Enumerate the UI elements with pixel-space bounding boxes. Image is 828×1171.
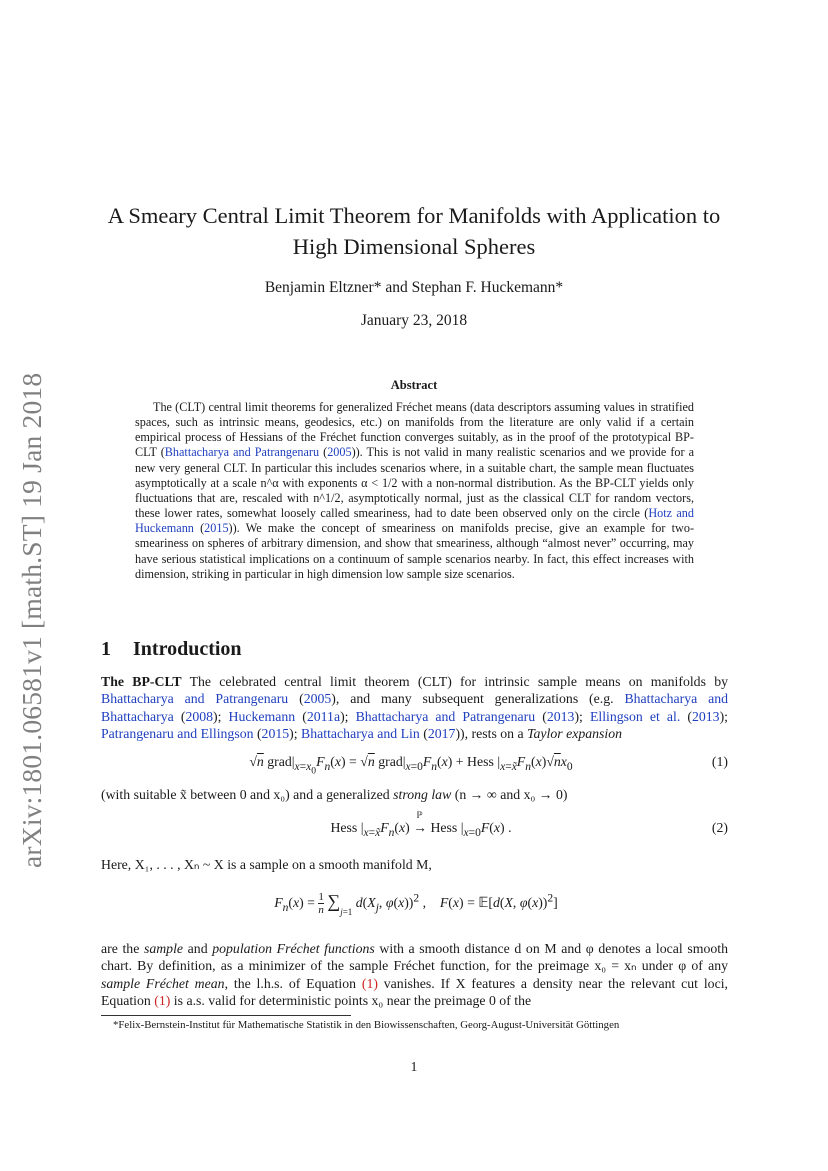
citation-year-link[interactable]: 2015 <box>204 521 229 536</box>
equation-reference-link[interactable]: (1) <box>361 975 378 991</box>
citation-year-link[interactable]: 2015 <box>261 726 290 742</box>
equation-number: (2) <box>711 820 728 835</box>
section-number: 1 <box>101 638 111 660</box>
citation-link[interactable]: Bhattacharya and Patrangenaru <box>355 708 536 724</box>
citation-year-link[interactable]: 2005 <box>327 445 352 460</box>
paragraph-lead: The BP-CLT <box>101 674 182 689</box>
citation-link[interactable]: Bhattacharya and Bhattacharya <box>101 691 728 724</box>
equation-reference-link[interactable]: (1) <box>154 993 171 1009</box>
body-paragraph: Here, X₁, . . . , Xₙ ~ X is a sample on a smooth manifold M, <box>101 857 432 872</box>
citation-link[interactable]: Patrangenaru and Ellingson <box>101 726 254 742</box>
citation-year-link[interactable]: 2005 <box>303 691 332 707</box>
equation-body: Hess $|_{x=x̃}F_n(x)$ ℙ → Hess $|_{x=0}F(x)$ . <box>330 810 512 839</box>
abstract-heading: Abstract <box>390 378 438 392</box>
footnote: *Felix-Bernstein-Institut für Mathematische Statistik in den Biowissenschaften, Georg-August-Universität Göttingen <box>113 1019 620 1031</box>
equation-body: √n $grad|_{x=x_0}F_n(x) = √n$ $grad|_{x=0}F_n(x)$ + Hess $|_{x=x̃}F_n(x)√nx_0$ <box>249 754 573 777</box>
citation-link[interactable]: Ellingson et al. <box>589 708 681 724</box>
citation-link[interactable]: Bhattacharya and Lin <box>301 726 420 742</box>
body-paragraph: (with suitable x̃ between 0 and x₀) and a generalized strong law (n → ∞ and x₀ → 0) <box>101 787 568 802</box>
body-paragraph: The BP-CLT The celebrated central limit theorem (CLT) for intrinsic sample means on manifolds by Bhattacharya and Patrangenaru (2005), and many subsequent generalizations (e.g. Bhattacharya and Bhattacharya (2008); Huckemann (2011a); Bhattacharya and Patrangenaru (2013); Ellingson et al. (2013); Patrangenaru and Ellingson (2015); Bhattacharya and Lin (2017)), rests on a Taylor expansion <box>101 674 728 742</box>
page-number: 1 <box>410 1059 418 1074</box>
citation-year-link[interactable]: 2017 <box>427 726 456 742</box>
paper-title: A Smeary Central Limit Theorem for Manifolds with Application to High Dimensional Spheres <box>107 203 721 259</box>
citation-link[interactable]: Huckemann <box>228 708 296 724</box>
citation-link[interactable]: Bhattacharya and Patrangenaru <box>164 445 320 460</box>
citation-year-link[interactable]: 2011a <box>306 708 341 724</box>
section-title: Introduction <box>133 638 242 660</box>
citation-year-link[interactable]: 2013 <box>691 708 720 724</box>
equation-number: (1) <box>711 754 728 769</box>
abstract-text: The (CLT) central limit theorems for generalized Fréchet means (data descriptors assuming values in stratified spaces, such as intrinsic means, geodesics, etc.) on manifolds from the literature are only valid if a certain empirical process of Hessians of the Fréchet function converges suitably, as in the proof of the prototypical BP-CLT (Bhattacharya and Patrangenaru (2005)). This is not valid in many realistic scenarios and we provide for a new very general CLT. In particular this includes scenarios where, in a suitable chart, the sample mean fluctuates asymptotically at a scale n^α with exponents α < 1/2 with a non-normal distribution. As the BP-CLT yields only fluctuations that are, rescaled with n^1/2, asymptotically normal, just as the classical CLT for random vectors, these lower rates, somewhat loosely called smeariness, had to date been observed only on the circle (Hotz and Huckemann (2015)). We make the concept of smeariness on manifolds precise, give an example for two-smeariness on spheres of arbitrary dimension, and show that smeariness, although “almost never” occurring, may have serious statistical implications on a continuum of sample scenarios nearby. In fact, this effect increases with dimension, striking in particular in high dimension low sample size scenarios. <box>135 400 694 581</box>
equation-3 <box>101 883 728 923</box>
equation-body: $F_n(x)$ = $\frac{1}{n}$ $\sum_{j=1}$ $d(X_j$, φ(x))$^2$ , F(x) = 𝔼[d(X, φ(x))$^2$] <box>274 891 558 917</box>
citation-link[interactable]: Bhattacharya and Patrangenaru <box>101 691 289 707</box>
arxiv-identifier: arXiv:1801.06581v1 [math.ST] 19 Jan 2018 <box>16 372 47 868</box>
footnote-rule <box>101 1015 351 1016</box>
body-paragraph: are the sample and population Fréchet functions with a smooth distance d on M and φ denotes a local smooth chart. By definition, as a minimizer of the sample Fréchet function, for the preimage x₀ = xₙ under φ of any sample Fréchet mean, the l.h.s. of Equation (1) vanishes. If X features a density near the relevant cut loci, Equation (1) is a.s. valid for deterministic points x₀ near the preimage 0 of the <box>101 941 728 1009</box>
citation-year-link[interactable]: 2013 <box>546 708 575 724</box>
paper-date: January 23, 2018 <box>360 312 468 329</box>
citation-link[interactable]: Hotz and Huckemann <box>135 506 694 536</box>
citation-year-link[interactable]: 2008 <box>185 708 214 724</box>
paper-authors: Benjamin Eltzner* and Stephan F. Huckemann* <box>264 279 564 296</box>
section-heading <box>101 638 242 661</box>
